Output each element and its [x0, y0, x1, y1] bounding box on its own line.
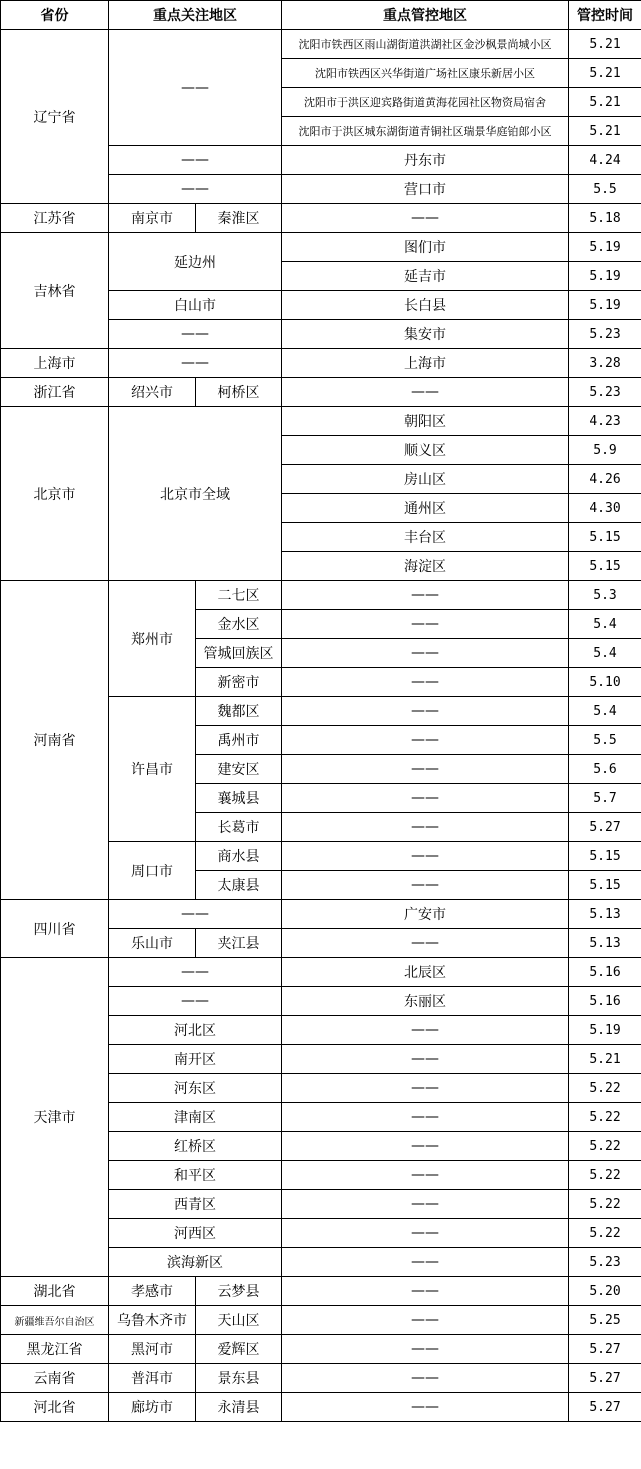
control-area-cell: 长白县 [282, 291, 569, 320]
province-cell: 黑龙江省 [1, 1335, 109, 1364]
focus-city-cell: 乐山市 [109, 929, 196, 958]
focus-district-cell: 金水区 [196, 610, 282, 639]
control-area-cell: 东丽区 [282, 987, 569, 1016]
control-area-cell: —— [282, 204, 569, 233]
focus-area-cell: 和平区 [109, 1161, 282, 1190]
control-time-cell: 5.4 [569, 639, 641, 668]
control-time-cell: 5.19 [569, 262, 641, 291]
focus-city-cell: 许昌市 [109, 697, 196, 842]
control-area-cell: —— [282, 1306, 569, 1335]
focus-area-cell: 南开区 [109, 1045, 282, 1074]
control-time-cell: 5.15 [569, 871, 641, 900]
control-time-cell: 4.30 [569, 494, 641, 523]
control-time-cell: 5.23 [569, 1248, 641, 1277]
focus-city-cell: 周口市 [109, 842, 196, 900]
control-area-cell: —— [282, 639, 569, 668]
control-area-cell: —— [282, 842, 569, 871]
control-time-cell: 5.18 [569, 204, 641, 233]
control-time-cell: 5.4 [569, 610, 641, 639]
table-row [1, 378, 641, 407]
focus-area-cell: —— [109, 900, 282, 929]
control-time-cell: 5.21 [569, 117, 641, 146]
control-time-cell: 5.15 [569, 523, 641, 552]
focus-district-cell: 夹江县 [196, 929, 282, 958]
control-area-cell: 广安市 [282, 900, 569, 929]
province-cell: 浙江省 [1, 378, 109, 407]
control-time-cell: 5.13 [569, 929, 641, 958]
focus-district-cell: 禹州市 [196, 726, 282, 755]
control-time-cell: 5.5 [569, 726, 641, 755]
focus-area-cell: 延边州 [109, 233, 282, 291]
focus-area-cell: —— [109, 958, 282, 987]
header-control-time: 管控时间 [569, 1, 641, 30]
control-time-cell: 3.28 [569, 349, 641, 378]
control-area-cell: —— [282, 1132, 569, 1161]
focus-area-cell: 北京市全域 [109, 407, 282, 581]
focus-area-cell: —— [109, 987, 282, 1016]
focus-district-cell: 爱辉区 [196, 1335, 282, 1364]
control-area-cell: 丹东市 [282, 146, 569, 175]
table-row [1, 1364, 641, 1393]
control-time-cell: 5.27 [569, 1393, 641, 1422]
focus-city-cell: 乌鲁木齐市 [109, 1306, 196, 1335]
province-cell: 云南省 [1, 1364, 109, 1393]
control-time-cell: 5.27 [569, 1335, 641, 1364]
focus-area-cell: —— [109, 30, 282, 146]
control-area-cell: —— [282, 697, 569, 726]
focus-area-cell: 白山市 [109, 291, 282, 320]
control-time-cell: 5.19 [569, 1016, 641, 1045]
focus-area-cell: 河东区 [109, 1074, 282, 1103]
control-area-cell: 延吉市 [282, 262, 569, 291]
focus-city-cell: 廊坊市 [109, 1393, 196, 1422]
control-area-cell: —— [282, 784, 569, 813]
control-area-cell: 沈阳市于洪区城东湖街道青铜社区瑞景华庭铂郎小区 [282, 117, 569, 146]
control-area-cell: —— [282, 1074, 569, 1103]
province-cell: 上海市 [1, 349, 109, 378]
control-time-cell: 5.5 [569, 175, 641, 204]
control-area-cell: 通州区 [282, 494, 569, 523]
control-time-cell: 5.22 [569, 1219, 641, 1248]
province-cell: 河南省 [1, 581, 109, 900]
province-cell: 北京市 [1, 407, 109, 581]
focus-district-cell: 柯桥区 [196, 378, 282, 407]
control-area-cell: —— [282, 1364, 569, 1393]
control-time-cell: 5.15 [569, 552, 641, 581]
control-time-cell: 5.10 [569, 668, 641, 697]
table-row [1, 204, 641, 233]
province-cell: 四川省 [1, 900, 109, 958]
control-area-cell: —— [282, 1219, 569, 1248]
control-time-cell: 5.27 [569, 813, 641, 842]
control-area-cell: —— [282, 610, 569, 639]
table-row [1, 1306, 641, 1335]
control-area-cell: —— [282, 1190, 569, 1219]
control-time-cell: 5.9 [569, 436, 641, 465]
focus-area-cell: 河西区 [109, 1219, 282, 1248]
control-area-cell: —— [282, 1016, 569, 1045]
control-time-cell: 5.15 [569, 842, 641, 871]
focus-district-cell: 天山区 [196, 1306, 282, 1335]
control-area-cell: 顺义区 [282, 436, 569, 465]
focus-district-cell: 新密市 [196, 668, 282, 697]
province-cell: 吉林省 [1, 233, 109, 349]
control-area-cell: 沈阳市于洪区迎宾路街道黄海花园社区物资局宿舍 [282, 88, 569, 117]
province-cell: 新疆维吾尔自治区 [1, 1306, 109, 1335]
control-area-cell: 营口市 [282, 175, 569, 204]
control-area-cell: —— [282, 929, 569, 958]
control-time-cell: 5.19 [569, 233, 641, 262]
focus-city-cell: 绍兴市 [109, 378, 196, 407]
focus-area-cell: —— [109, 320, 282, 349]
header-province: 省份 [1, 1, 109, 30]
table-row [1, 349, 641, 378]
control-time-cell: 5.13 [569, 900, 641, 929]
focus-district-cell: 景东县 [196, 1364, 282, 1393]
table-row [1, 1393, 641, 1422]
control-time-cell: 5.22 [569, 1132, 641, 1161]
focus-area-cell: —— [109, 175, 282, 204]
focus-area-cell: 滨海新区 [109, 1248, 282, 1277]
control-area-cell: —— [282, 378, 569, 407]
control-area-cell: 北辰区 [282, 958, 569, 987]
control-area-cell: —— [282, 668, 569, 697]
control-time-cell: 4.26 [569, 465, 641, 494]
control-area-cell: 上海市 [282, 349, 569, 378]
control-area-cell: —— [282, 871, 569, 900]
control-time-cell: 5.22 [569, 1161, 641, 1190]
control-time-cell: 5.7 [569, 784, 641, 813]
control-area-cell: —— [282, 1335, 569, 1364]
control-area-cell: 丰台区 [282, 523, 569, 552]
focus-city-cell: 南京市 [109, 204, 196, 233]
focus-area-cell: 津南区 [109, 1103, 282, 1132]
table-row [1, 958, 641, 987]
control-area-cell: —— [282, 1161, 569, 1190]
control-area-cell: 集安市 [282, 320, 569, 349]
control-area-cell: —— [282, 1277, 569, 1306]
focus-city-cell: 孝感市 [109, 1277, 196, 1306]
focus-city-cell: 郑州市 [109, 581, 196, 697]
control-area-cell: —— [282, 726, 569, 755]
control-area-cell: 沈阳市铁西区兴华街道广场社区康乐新居小区 [282, 59, 569, 88]
control-time-cell: 5.20 [569, 1277, 641, 1306]
control-time-cell: 4.23 [569, 407, 641, 436]
control-time-cell: 5.25 [569, 1306, 641, 1335]
focus-district-cell: 襄城县 [196, 784, 282, 813]
focus-city-cell: 黑河市 [109, 1335, 196, 1364]
control-time-cell: 5.23 [569, 378, 641, 407]
focus-district-cell: 管城回族区 [196, 639, 282, 668]
province-cell: 湖北省 [1, 1277, 109, 1306]
control-area-cell: —— [282, 1103, 569, 1132]
province-cell: 天津市 [1, 958, 109, 1277]
focus-area-cell: 西青区 [109, 1190, 282, 1219]
control-time-cell: 5.21 [569, 30, 641, 59]
table-row [1, 1335, 641, 1364]
control-time-cell: 5.4 [569, 697, 641, 726]
control-time-cell: 5.21 [569, 1045, 641, 1074]
control-area-cell: —— [282, 1045, 569, 1074]
control-time-cell: 5.21 [569, 88, 641, 117]
province-cell: 辽宁省 [1, 30, 109, 204]
control-area-cell: 海淀区 [282, 552, 569, 581]
focus-area-cell: —— [109, 349, 282, 378]
table-row [1, 407, 641, 436]
control-area-cell: 房山区 [282, 465, 569, 494]
control-area-cell: 图们市 [282, 233, 569, 262]
focus-area-cell: 河北区 [109, 1016, 282, 1045]
focus-area-cell: 红桥区 [109, 1132, 282, 1161]
table-body [1, 30, 641, 1422]
focus-district-cell: 云梦县 [196, 1277, 282, 1306]
control-area-cell: —— [282, 1393, 569, 1422]
table-row [1, 581, 641, 610]
header-control-area: 重点管控地区 [282, 1, 569, 30]
focus-district-cell: 建安区 [196, 755, 282, 784]
control-time-cell: 5.23 [569, 320, 641, 349]
header-focus-area: 重点关注地区 [109, 1, 282, 30]
table-row [1, 1277, 641, 1306]
focus-district-cell: 长葛市 [196, 813, 282, 842]
control-area-cell: —— [282, 581, 569, 610]
control-area-cell: —— [282, 813, 569, 842]
table-row [1, 900, 641, 929]
control-time-cell: 5.3 [569, 581, 641, 610]
control-time-cell: 5.19 [569, 291, 641, 320]
focus-district-cell: 太康县 [196, 871, 282, 900]
control-time-cell: 5.22 [569, 1074, 641, 1103]
control-time-cell: 5.21 [569, 59, 641, 88]
table-row [1, 30, 641, 59]
focus-area-cell: —— [109, 146, 282, 175]
control-area-cell: —— [282, 1248, 569, 1277]
focus-district-cell: 商水县 [196, 842, 282, 871]
focus-district-cell: 魏都区 [196, 697, 282, 726]
control-time-cell: 5.6 [569, 755, 641, 784]
province-cell: 江苏省 [1, 204, 109, 233]
control-time-cell: 5.22 [569, 1103, 641, 1132]
focus-city-cell: 普洱市 [109, 1364, 196, 1393]
province-cell: 河北省 [1, 1393, 109, 1422]
control-time-cell: 5.16 [569, 958, 641, 987]
table-row [1, 233, 641, 262]
control-area-cell: —— [282, 755, 569, 784]
control-time-cell: 5.16 [569, 987, 641, 1016]
focus-district-cell: 永清县 [196, 1393, 282, 1422]
control-area-cell: 沈阳市铁西区雨山湖街道洪湖社区金沙枫景尚城小区 [282, 30, 569, 59]
control-area-cell: 朝阳区 [282, 407, 569, 436]
header-row [1, 1, 641, 30]
control-time-cell: 5.22 [569, 1190, 641, 1219]
focus-district-cell: 二七区 [196, 581, 282, 610]
focus-district-cell: 秦淮区 [196, 204, 282, 233]
control-time-cell: 5.27 [569, 1364, 641, 1393]
control-time-cell: 4.24 [569, 146, 641, 175]
